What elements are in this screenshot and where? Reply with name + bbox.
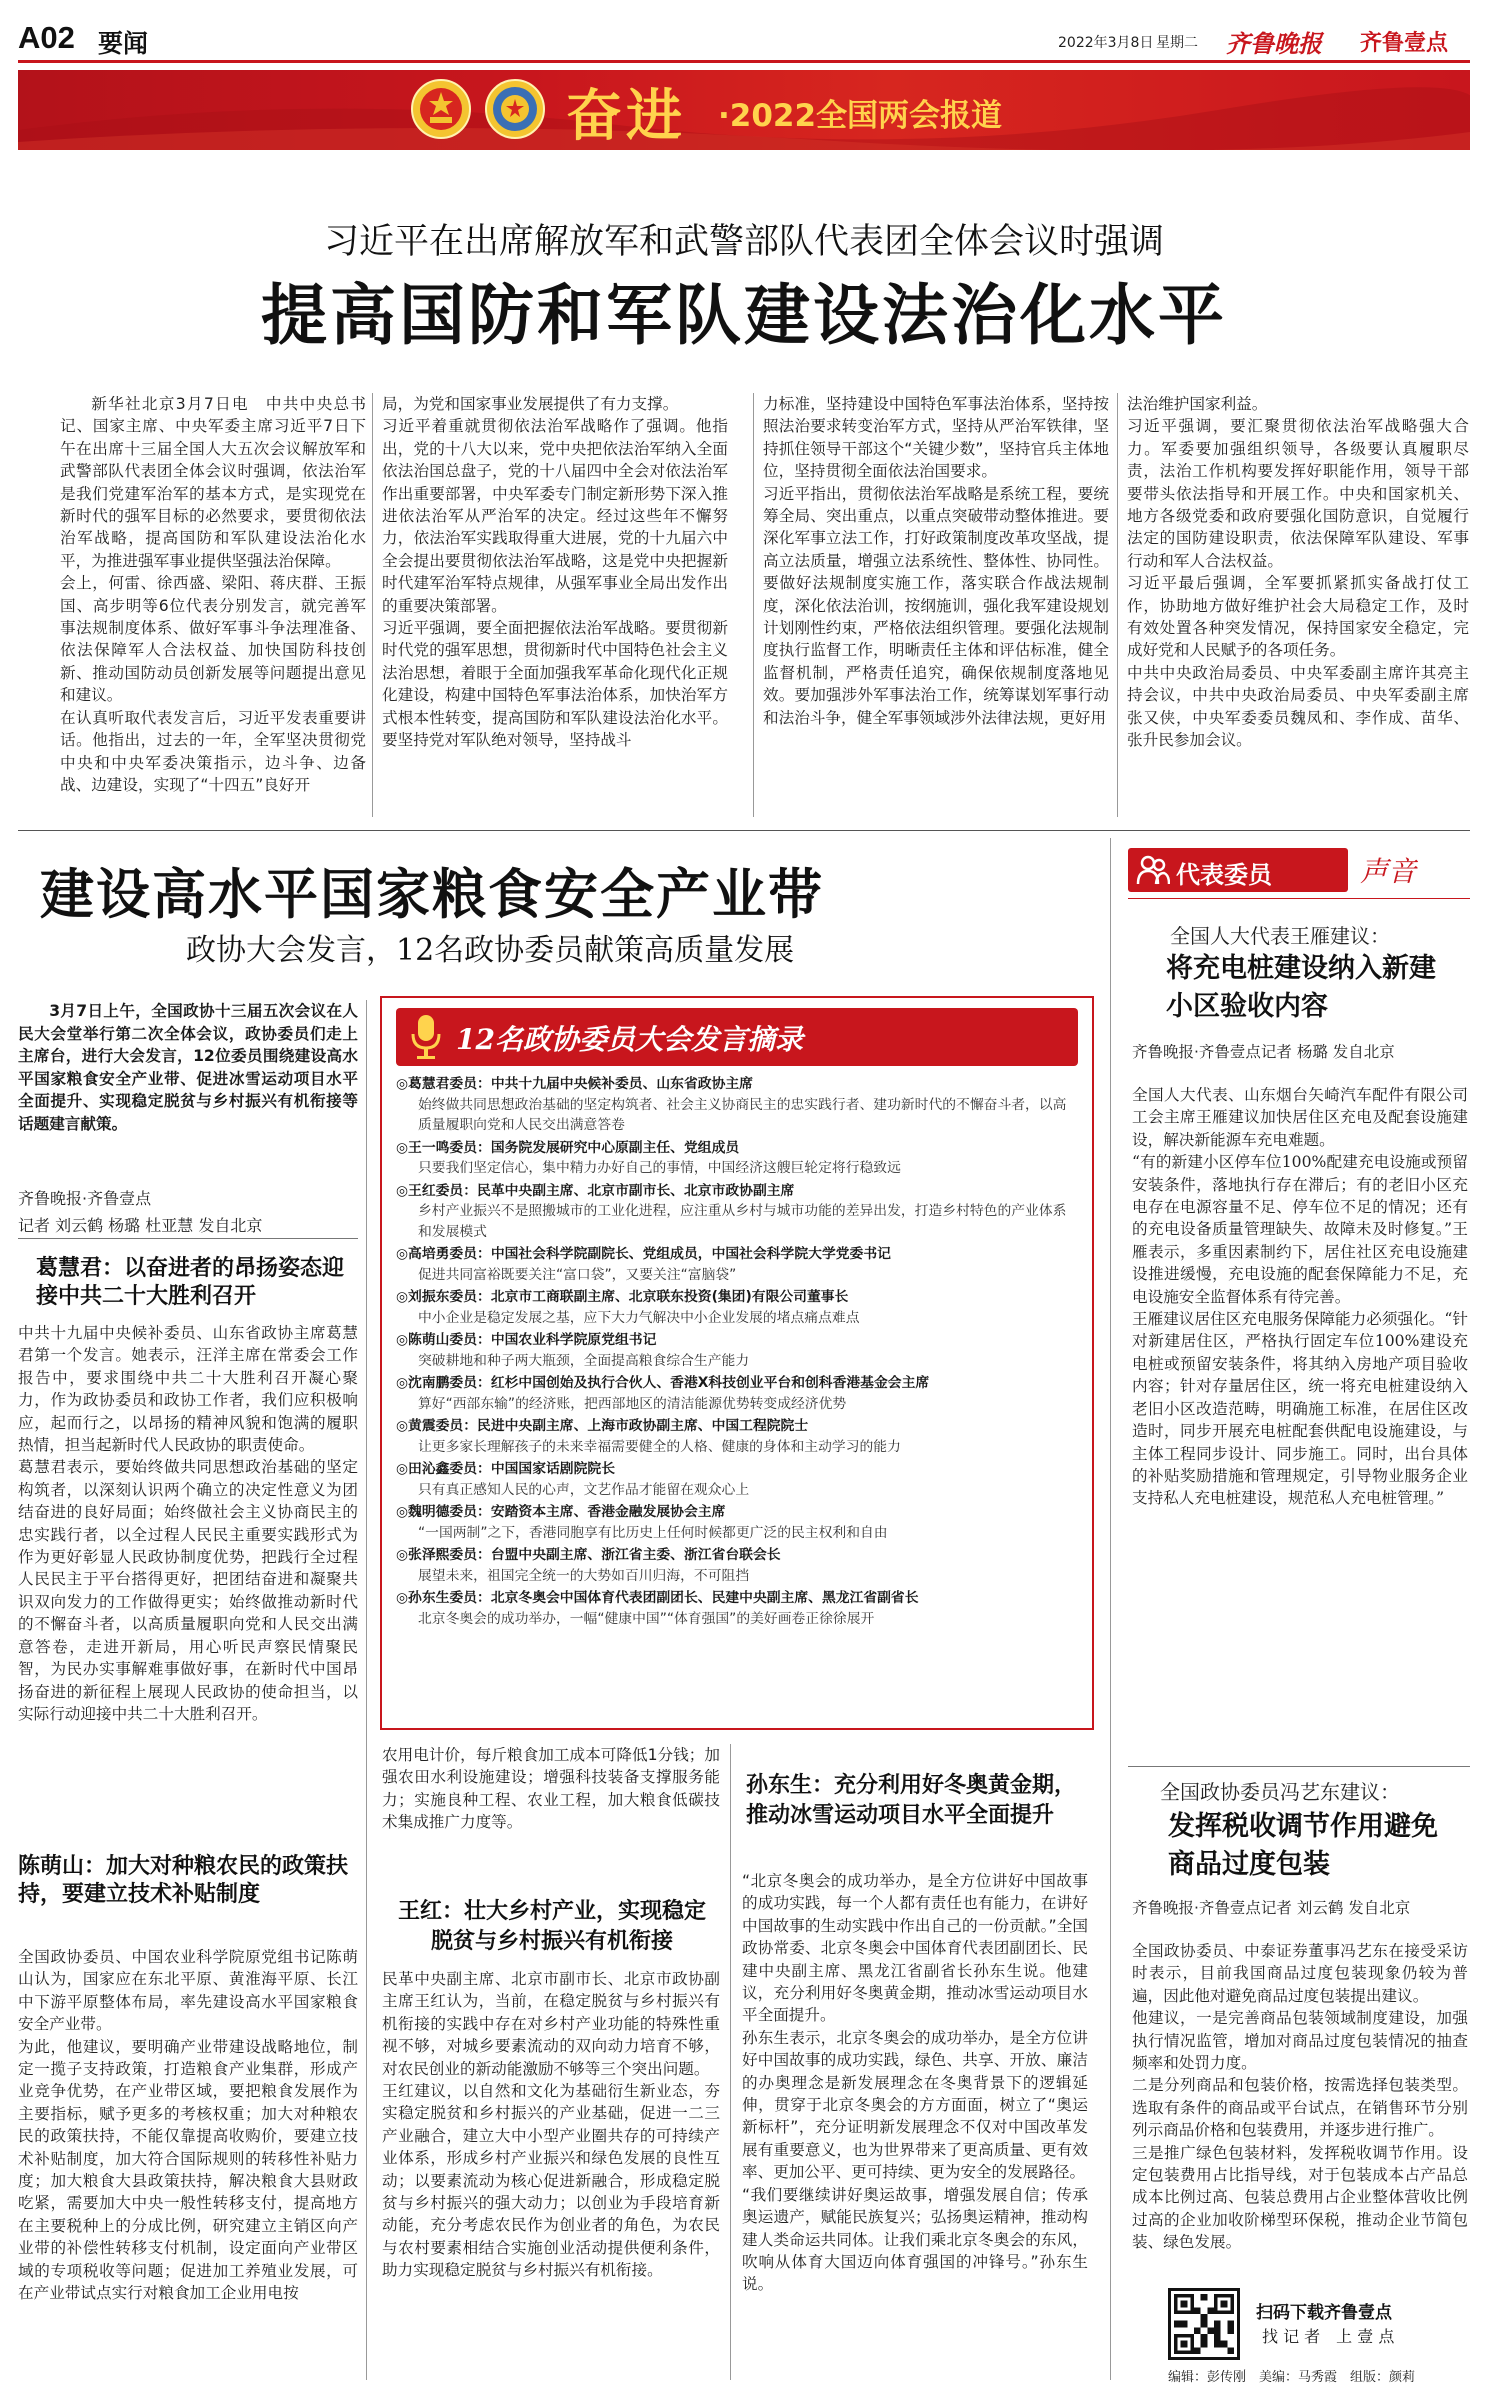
sidebar-a2-body-text: 全国政协委员、中泰证券董事冯艺东在接受采访时表示，目前我国商品过度包装现象仍较为普遍，因此他对避免商品过度包装提出建议。 他建议，一是完善商品包装领域制度建设，加强执行情况监管，增加对商品过度包装情况的抽查频率和处罚力度。 二是分列商品和包装价格，按需选择包装类型。选取有条件的商品或平台试点，在销售环节分别列示商品价格和包装费用，并逐步进行推广。 三是推广绿色包装材料，发挥税收调节作用。设定包装费用占比指导线，对于包装成本占产品总成本比例过高、包装总费用占企业整体营收比例过高的企业加收阶梯型环保税，推动企业节简包装、绿色发展。: [1132, 1942, 1468, 2252]
speech-speaker: ◎陈萌山委员：中国农业科学院原党组书记: [396, 1332, 657, 1348]
speech-item: [396, 1588, 1078, 1629]
ge-body-text: 中共十九届中央候补委员、山东省政协主席葛慧君第一个发言。她表示，汪洋主席在常委会工作报告中，要求围绕中共二十大胜利召开凝心聚力，作为政协委员和政协工作者，我们应积极响应，起而行之，以昂扬的精神风貌和饱满的履职热情，担当起新时代人民政协的职责使命。 葛慧君表示，要始终做共同思想政治基础的坚定构筑者，以深刻认识两个确立的决定性意义为团结奋进的良好局面；始终做社会主义协商民主的忠实践行者，以全过程人民民主重要实践形式为作为更好彰显人民政协制度优势，把践行全过程人民民主于平台搭得更好，把团结奋进和凝聚共识双向发力的工作做得更实；始终做推动新时代的不懈奋斗者，以高质量履职向党和人民交出满意答卷，走进开新局，用心听民声察民情聚民智，为民办实事解难事做好事，在新时代中国昂扬奋进的新征程上展现人民政协的使命担当，以实际行动迎接中共二十大胜利召开。: [18, 1324, 358, 1723]
speech-quote: 突破耕地和种子两大瓶颈，全面提高粮食综合生产能力: [418, 1352, 750, 1369]
issue-weekday: 星期二: [1156, 35, 1198, 51]
speech-item: [396, 1287, 1078, 1328]
wang-body: [382, 1968, 720, 2380]
speech-quote: 展望未来，祖国完全统一的大势如百川归海，不可阻挡: [418, 1567, 750, 1584]
wang-subhead: 王红：壮大乡村产业，实现稳定脱贫与乡村振兴有机衔接: [397, 1898, 706, 1954]
speech-item: [396, 1181, 1078, 1243]
qr-pattern: [1174, 2294, 1234, 2354]
article2-headline: 建设高水平国家粮食安全产业带: [40, 862, 824, 926]
national-emblem-icon: [410, 78, 472, 140]
speech-item: [396, 1502, 1078, 1543]
banner-title-small: ·2022全国两会报道: [718, 98, 1003, 134]
col-divider: [730, 1744, 731, 2380]
sidebar-a1-kicker: 全国人大代表王雁建议：: [1170, 924, 1390, 948]
brand-qilu-evening: 齐鲁晚报: [1226, 29, 1322, 58]
speech-quote: 中小企业是稳定发展之基，应下大力气解决中小企业发展的堵点痛点难点: [418, 1309, 860, 1326]
ge-body: [18, 1322, 358, 1842]
speech-speaker: ◎高培勇委员：中国社会科学院副院长、党组成员，中国社会科学院大学党委书记: [396, 1246, 891, 1262]
article1-col1-text: 新华社北京3月7日电 中共中央总书记、国家主席、中央军委主席习近平7日下午在出席十三届全国人大五次会议解放军和武警部队代表团全体会议时强调，依法治军是我们党建军治军的基本方式，是实现党在新时代的强军目标的必然要求，要贯彻依法治军战略，提高国防和军队建设法治化水平，为推进强军事业提供坚强法治保障。 会上，何雷、徐西盛、梁阳、蒋庆群、王振国、高步明等6位代表分别发言，就完善军事法规制度体系、做好军事斗争法理准备、依法保障军人合法权益、加快国防科技创新、推动国防动员创新发展等问题提出意见和建议。 在认真听取代表发言后，习近平发表重要讲话。他指出，过去的一年，全军坚决贯彻党中央和中央军委决策指示，边斗争、边备战、边建设，实现了“十四五”良好开: [60, 395, 366, 794]
lianghui-banner: [18, 70, 1470, 150]
speech-item: [396, 1244, 1078, 1285]
speeches-box-title-bar: [396, 1008, 1078, 1066]
speech-item: [396, 1459, 1078, 1500]
brand-qilu-one: 齐鲁壹点: [1360, 31, 1449, 56]
speech-item: [396, 1074, 1078, 1136]
speech-quote: 算好“西部东输”的经济账，把西部地区的清洁能源优势转变成经济优势: [418, 1395, 847, 1412]
speech-item: [396, 1416, 1078, 1457]
sun-body-text: “北京冬奥会的成功举办，是全方位讲好中国故事的成功实践，每一个人都有责任也有能力，在讲好中国故事的生动实践中作出自己的一份贡献。”全国政协常委、北京冬奥会中国体育代表团副团长、民建中央副主席、黑龙江省副省长孙东生说。他建议，充分利用好冬奥黄金期，推动冰雪运动项目水平全面提升。 孙东生表示，北京冬奥会的成功举办，是全方位讲好中国故事的成功实践，绿色、共享、开放、廉洁的办奥理念是新发展理念在冬奥背景下的逻辑延伸，贯穿于北京冬奥会的方方面面，树立了“奥运新标杆”，充分证明新发展理念不仅对中国改革发展有重要意义，也为世界带来了更高质量、更有效率、更加公平、更可持续、更为安全的发展路径。 “我们要继续讲好奥运故事，增强发展自信；传承奥运遗产，赋能民族复兴；弘扬奥运精神，推动构建人类命运共同体。让我们乘北京冬奥会的东风，吹响从体育大国迈向体育强国的冲锋号。”孙东生说。: [742, 1872, 1088, 2294]
chen-cont-text: 农用电计价，每斤粮食加工成本可降低1分钱；加强农田水利设施建设；增强科技装备支撑服务能力；实施良种工程、农业工程，加大粮食低碳技术集成推广力度等。: [382, 1746, 720, 1832]
sidebar-a1-byline: 齐鲁晚报·齐鲁壹点记者 杨璐 发自北京: [1132, 1043, 1395, 1061]
chen-body-text: 全国政协委员、中国农业科学院原党组书记陈萌山认为，国家应在东北平原、黄淮海平原、长江中下游平原整体布局，率先建设高水平国家粮食安全产业带。 为此，他建议，要明确产业带建设战略地位，制定一揽子支持政策，打造粮食产业集群，形成产业竞争优势，在产业带区域，要把粮食发展作为主要指标，赋予更多的考核权重；加大对种粮农民的政策扶持，不能仅靠提高收购价，要建立技术补贴制度，加大符合国际规则的转移性补贴力度；加大粮食大县政策扶持，解决粮食大县财政吃紧，需要加大中央一般性转移支付，提高地方在主要税种上的分成比例，研究建立主销区向产业带的补偿性转移支付机制，设定面向产业带区域的专项税收等问题；促进加工养殖业发展，可在产业带试点实行对粮食加工企业用电按: [18, 1948, 358, 2303]
article1-column-3: [763, 393, 1109, 817]
col-divider: [372, 393, 373, 817]
speech-quote: 乡村产业振兴不是照搬城市的工业化进程，应注重从乡村与城市功能的差异出发，打造乡村特色的产业体系和发展模式: [418, 1203, 1067, 1240]
sidebar-a2-byline: 齐鲁晚报·齐鲁壹点记者 刘云鹤 发自北京: [1132, 1899, 1411, 1917]
wang-body-text: 民革中央副主席、北京市副市长、北京市政协副主席王红认为，当前，在稳定脱贫与乡村振兴有机衔接的实践中存在对乡村产业功能的特殊性重视不够，对城乡要素流动的双向动力培育不够，对农民创业的新动能激励不够等三个突出问题。 王红建议，以自然和文化为基础衍生新业态，夯实稳定脱贫和乡村振兴的产业基础，促进一二三产业融合，建立大中小型产业圈共存的可持续产业体系，形成乡村产业振兴和绿色发展的良性互动；以要素流动为核心促进新融合，形成稳定脱贫与乡村振兴的强大动力；以创业为手段培育新动能，充分考虑农民作为创业者的角色，为农民与农村要素相结合实施创业活动提供便利条件，助力实现稳定脱贫与乡村振兴有机衔接。: [382, 1970, 720, 2280]
speech-speaker: ◎刘振东委员：北京市工商联副主席、北京联东投资(集团)有限公司董事长: [396, 1289, 849, 1305]
issue-date: 2022年3月8日: [1058, 35, 1154, 51]
qr-caption-find-reporter: 找 记 者 上 壹 点: [1262, 2327, 1395, 2346]
speech-item: [396, 1373, 1078, 1414]
speech-quote: “一国两制”之下，香港同胞享有比历史上任何时候都更广泛的民主权利和自由: [418, 1524, 888, 1541]
sidebar-tag: [1128, 848, 1348, 892]
speeches-box: [380, 996, 1094, 1730]
article2-subtitle: 政协大会发言，12名政协委员献策高质量发展: [186, 933, 795, 968]
people-icon: [1136, 854, 1170, 886]
speech-quote: 只有真正感知人民的心声，文艺作品才能留在观众心上: [418, 1481, 750, 1498]
speeches-list: [396, 1074, 1078, 1629]
page-header: [18, 18, 1470, 60]
article2-lead-text: 3月7日上午，全国政协十三届五次会议在人民大会堂举行第二次全体会议，政协委员们走上主席台，进行大会发言，12位委员围绕建设高水平国家粮食安全产业带、促进冰雪运动项目水平全面提升、实现稳定脱贫与乡村振兴有机衔接等话题建言献策。: [18, 1002, 358, 1133]
speech-item: [396, 1545, 1078, 1586]
speech-speaker: ◎张泽熙委员：台盟中央副主席、浙江省主委、浙江省台联会长: [396, 1547, 781, 1563]
editor-credits: 编辑：彭传刚 美编：马秀霞 组版：颜莉: [1168, 2370, 1416, 2385]
col-divider: [753, 393, 754, 817]
col-divider: [366, 1000, 367, 2380]
chen-body: [18, 1946, 358, 2380]
sidebar-a1-headline: 将充电桩建设纳入新建小区验收内容: [1166, 953, 1436, 1022]
sidebar-a2-body: [1132, 1940, 1468, 2280]
speech-quote: 北京冬奥会的成功举办，一幅“健康中国”“体育强国”的美好画卷正徐徐展开: [418, 1610, 875, 1627]
section-divider: [18, 830, 1470, 831]
article1-col2-text: 局，为党和国家事业发展提供了有力支撑。 习近平着重就贯彻依法治军战略作了强调。他指出，党的十八大以来，党中央把依法治军纳入全面依法治国总盘子，党的十八届四中全会对依法治军作出重要部署，中央军委专门制定新形势下深入推进依法治军从严治军的决定。经过这些年不懈努力，依法治军实践取得重大进展，党的十九届六中全会提出要贯彻依法治军战略，这是党中央把握新时代建军治军特点规律，从强军事业全局出发作出的重要决策部署。 习近平强调，要全面把握依法治军战略。要贯彻新时代党的强军思想，贯彻新时代中国特色社会主义法治思想，着眼于全面加强我军革命化现代化正规化建设，构建中国特色军事法治体系，加快治军方式根本性转变，提高国防和军队建设法治化水平。要坚持党对军队绝对领导，坚持战斗: [382, 395, 728, 750]
speech-speaker: ◎孙东生委员：北京冬奥会中国体育代表团副团长、民建中央副主席、黑龙江省副省长: [396, 1590, 919, 1606]
speech-quote: 始终做共同思想政治基础的坚定构筑者、社会主义协商民主的忠实践行者、建功新时代的不懈奋斗者，以高质量履职向党和人民交出满意答卷: [418, 1096, 1067, 1133]
section-name: 要闻: [98, 29, 149, 58]
sidebar-tag-label: 代表委员: [1176, 861, 1272, 889]
article1-subtitle: 习近平在出席解放军和武警部队代表团全体会议时强调: [323, 222, 1164, 262]
chen-body-continued: [382, 1744, 720, 1862]
article1-col4-text: 法治维护国家利益。 习近平强调，要汇聚贯彻依法治军战略强大合力。军委要加强组织领导，各级要认真履职尽责，法治工作机构要发挥好职能作用，领导干部要带头依法指导和开展工作。中央和国家机关、地方各级党委和政府要强化国防意识，自觉履行法定的国防建设职责，依法保障军队建设、军事行动和军人合法权益。 习近平最后强调，全军要抓紧抓实备战打仗工作，协助地方做好维护社会大局稳定工作，及时有效处置各种突发情况，保持国家安全稳定，完成好党和人民赋予的各项任务。 中共中央政治局委员、中央军委副主席许其亮主持会议，中共中央政治局委员、中央军委副主席张又侠，中央军委委员魏凤和、李作成、苗华、张升民参加会议。: [1127, 395, 1469, 750]
article1-column-2: [382, 393, 728, 817]
qr-code[interactable]: [1168, 2288, 1240, 2360]
article1-column-1: [60, 393, 366, 817]
speech-quote: 促进共同富裕既要关注“富口袋”，又要关注“富脑袋”: [418, 1266, 737, 1283]
speech-item: [396, 1330, 1078, 1371]
article2-byline-outlet: 齐鲁晚报·齐鲁壹点: [18, 1189, 152, 1208]
sidebar-a1-body-text: 全国人大代表、山东烟台矢崎汽车配件有限公司工会主席王雁建议加快居住区充电及配套设施建设，解决新能源车充电难题。 “有的新建小区停车位100%配建充电设施或预留安装条件，落地执行存在滞后；有的老旧小区充电存在电源容量不足、停车位不足的情况；还有的充电设备质量管理缺失、故障未及时修复。”王雁表示，多重因素制约下，居住社区充电设施建设推进缓慢，充电设施的配套保障能力不足，充电设施安全监督体系有待完善。 王雁建议居住区充电服务保障能力必须强化。“针对新建居住区，严格执行固定车位100%建设充电桩或预留安装条件，将其纳入房地产项目验收内容；针对存量居住区，统一将充电桩建设纳入老旧小区改造范畴，明确施工标准，在居住区改造时，同步开展充电桩配套供配电设施建设，与主体工程同步设计、同步施工。同时，出台具体的补贴奖励措施和管理规定，引导物业服务企业支持私人充电桩建设，规范私人充电桩管理。”: [1132, 1086, 1468, 1508]
sidebar-a2-kicker: 全国政协委员冯艺东建议：: [1160, 1780, 1400, 1804]
speech-speaker: ◎葛慧君委员：中共十九届中央候补委员、山东省政协主席: [396, 1076, 753, 1092]
speech-speaker: ◎沈南鹏委员：红杉中国创始及执行合伙人、香港X科技创业平台和创科香港基金会主席: [396, 1375, 930, 1391]
speech-item: [396, 1138, 1078, 1179]
article1-col3-text: 力标准，坚持建设中国特色军事法治体系，坚持按照法治要求转变治军方式，坚持从严治军铁律，坚持抓住领导干部这个“关键少数”，坚持官兵主体地位，坚持贯彻全面依法治国要求。 习近平指出，贯彻依法治军战略是系统工程，要统筹全局、突出重点，以重点突破带动整体推进。要深化军事立法工作，打好政策制度改革攻坚战，提高立法质量，增强立法系统性、整体性、协同性。要做好法规制度实施工作，落实联合作战法规制度，深化依法治训，按纲施训，强化我军建设规划计划刚性约束，严格依法组织管理。要强化法规制度执行监督工作，明晰责任主体和评估标准，健全监督机制，严格责任追究，确保依规制度落地见效。要加强涉外军事法治工作，统筹谋划军事行动和法治斗争，健全军事领域涉外法律法规，更好用: [763, 395, 1109, 727]
speech-speaker: ◎魏明德委员：安踏资本主席、香港金融发展协会主席: [396, 1504, 726, 1520]
ge-subhead: 葛慧君：以奋进者的昂扬姿态迎接中共二十大胜利召开: [36, 1255, 345, 1309]
qr-caption-download: 扫码下载齐鲁壹点: [1256, 2303, 1392, 2323]
speech-speaker: ◎王一鸣委员：国务院发展研究中心原副主任、党组成员: [396, 1139, 740, 1156]
sidebar-rule: [1128, 898, 1470, 899]
sidebar-tag-script: 声音: [1360, 855, 1417, 888]
speech-speaker: ◎王红委员：民革中央副主席、北京市副市长、北京市政协副主席: [396, 1182, 795, 1199]
article2-lead: [18, 1000, 358, 1236]
article1-headline: 提高国防和军队建设法治化水平: [261, 276, 1227, 354]
col-divider: [1117, 393, 1118, 817]
sidebar-divider: [1128, 1766, 1470, 1767]
speech-speaker: ◎田沁鑫委员：中国国家话剧院院长: [396, 1461, 615, 1477]
microphone-icon: [404, 1012, 448, 1062]
sun-subhead: 孙东生：充分利用好冬奥黄金期，推动冰雪运动项目水平全面提升: [746, 1772, 1077, 1828]
speech-speaker: ◎黄震委员：民进中央副主席、上海市政协副主席、中国工程院院士: [396, 1418, 809, 1434]
article2-byline-reporters: 记者 刘云鹤 杨璐 杜亚慧 发自北京: [18, 1216, 263, 1235]
sun-body: [742, 1870, 1088, 2380]
col-divider: [1110, 838, 1111, 2380]
chen-subhead: 陈萌山：加大对种粮农民的政策扶持，要建立技术补贴制度: [18, 1853, 349, 1907]
sidebar-a2-headline: 发挥税收调节作用避免商品过度包装: [1168, 1811, 1438, 1880]
banner-title-big: 奋进: [566, 83, 686, 149]
page-code: A02: [18, 20, 75, 55]
sidebar-a1-body: [1132, 1084, 1468, 1752]
subsection-divider: [18, 1238, 358, 1239]
speech-quote: 只要我们坚定信心，集中精力办好自己的事情，中国经济这艘巨轮定将行稳致远: [418, 1160, 901, 1176]
speech-quote: 让更多家长理解孩子的未来幸福需要健全的人格、健康的身体和主动学习的能力: [418, 1438, 901, 1455]
header-rule: [18, 60, 1470, 63]
cppcc-emblem-icon: [484, 78, 546, 140]
article1-column-4: [1127, 393, 1469, 817]
speeches-box-title: 12名政协委员大会发言摘录: [456, 1023, 803, 1056]
